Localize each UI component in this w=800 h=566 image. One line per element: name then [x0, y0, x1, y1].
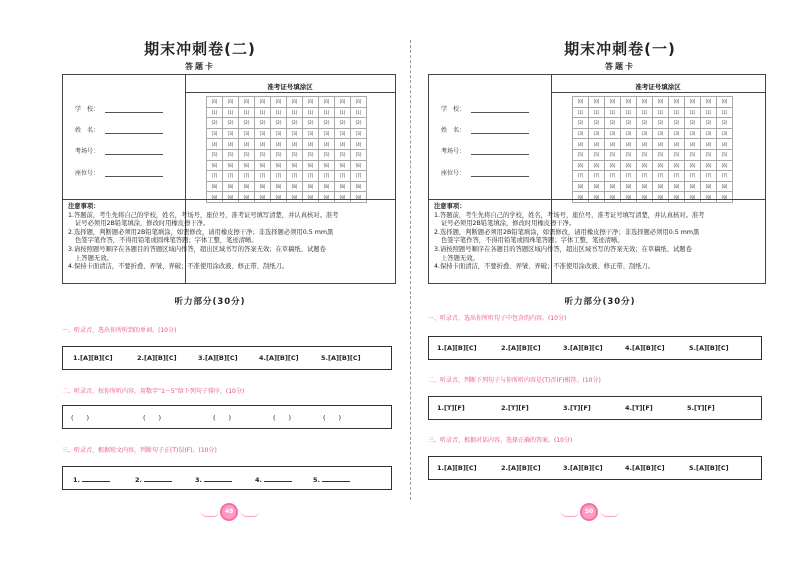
digit-bubble[interactable]: [3] — [207, 128, 223, 139]
page-title: 期末冲刺卷(一) — [564, 40, 676, 58]
digit-bubble[interactable]: [3] — [717, 128, 733, 139]
digit-bubble[interactable]: [5] — [589, 149, 605, 160]
digit-bubble[interactable]: [9] — [685, 192, 701, 203]
question-3-prompt: 三、听录音，根据对话内容，选择正确的答案。(10分) — [428, 437, 573, 444]
digit-bubble[interactable]: [1] — [255, 107, 271, 118]
answer-blank[interactable]: 1. — [73, 474, 110, 484]
digit-bubble[interactable]: [6] — [637, 160, 653, 171]
digit-bubble[interactable]: [2] — [271, 118, 287, 129]
answer-option[interactable]: 2.[A][B][C] — [137, 354, 177, 362]
answer-blank[interactable]: 5. — [313, 474, 350, 484]
digit-bubble[interactable]: [6] — [589, 160, 605, 171]
notes-section — [429, 199, 765, 275]
answer-blank[interactable]: 4. — [255, 474, 292, 484]
digit-bubble[interactable]: [3] — [319, 128, 335, 139]
digit-bubble[interactable]: [7] — [239, 171, 255, 182]
page-title: 期末冲刺卷(二) — [144, 40, 256, 58]
digit-bubble[interactable]: [1] — [669, 107, 685, 118]
note-line: 1.答题前，考生先将自己的学校，姓名，考场号，座位号，准考证号填写清楚，并认真核对。准考 — [434, 211, 705, 219]
digit-bubble[interactable]: [2] — [287, 118, 303, 129]
digit-bubble[interactable]: [6] — [287, 160, 303, 171]
digit-bubble[interactable]: [7] — [207, 171, 223, 182]
digit-bubble[interactable]: [1] — [589, 107, 605, 118]
digit-bubble[interactable]: [6] — [255, 160, 271, 171]
answer-blank[interactable]: ( ) — [213, 414, 232, 422]
digit-bubble[interactable]: [8] — [255, 181, 271, 192]
digit-bubble[interactable]: [7] — [605, 171, 621, 182]
digit-bubble[interactable]: [6] — [271, 160, 287, 171]
digit-bubble[interactable]: [0] — [621, 97, 637, 108]
note-line: 3.请按照题号顺序在各题目的答题区域内作答，超出区域书写的答案无效；在草稿纸、试题卷 — [434, 245, 692, 253]
digit-bubble[interactable]: [0] — [207, 97, 223, 108]
digit-bubble[interactable]: [1] — [223, 107, 239, 118]
digit-bubble[interactable]: [4] — [653, 139, 669, 150]
digit-bubble[interactable]: [1] — [271, 107, 287, 118]
digit-bubble[interactable]: [0] — [669, 97, 685, 108]
question-2-answer-box — [428, 396, 762, 420]
digit-bubble[interactable]: [0] — [335, 97, 351, 108]
answer-sheet-page-right — [400, 0, 800, 566]
answer-option[interactable]: 1.[A][B][C] — [437, 464, 477, 472]
digit-bubble[interactable]: [9] — [207, 192, 223, 203]
digit-bubble[interactable]: [4] — [287, 139, 303, 150]
digit-bubble[interactable]: [8] — [335, 181, 351, 192]
answer-option[interactable]: 1.[T][F] — [437, 404, 465, 412]
note-line: 色签字笔作答，不得用铅笔或圆珠笔答题；字体工整，笔迹清晰。 — [75, 237, 258, 245]
question-3-answer-box — [428, 456, 762, 480]
digit-bubble[interactable]: [8] — [573, 181, 589, 192]
digit-bubble[interactable]: [5] — [255, 149, 271, 160]
answer-option[interactable]: 4.[A][B][C] — [625, 344, 665, 352]
digit-bubble[interactable]: [0] — [637, 97, 653, 108]
question-2-prompt: 二、听录音，判断下列句子与你所听内容是(T)否(F)相符。(10分) — [428, 377, 601, 384]
digit-bubble[interactable]: [5] — [207, 149, 223, 160]
digit-bubble[interactable]: [9] — [351, 192, 367, 203]
digit-bubble[interactable]: [0] — [239, 97, 255, 108]
page-subtitle: 答题卡 — [605, 62, 635, 71]
digit-bubble[interactable]: [8] — [319, 181, 335, 192]
answer-option[interactable]: 3.[A][B][C] — [198, 354, 238, 362]
digit-bubble[interactable]: [4] — [335, 139, 351, 150]
digit-bubble[interactable]: [1] — [621, 107, 637, 118]
digit-bubble[interactable]: [8] — [271, 181, 287, 192]
digit-bubble[interactable]: [3] — [287, 128, 303, 139]
note-line: 4.保持卡面清洁，不要折叠、弄皱、弄破；不准使用涂改液、修正带、刮纸刀。 — [68, 263, 289, 271]
digit-bubble[interactable]: [2] — [573, 118, 589, 129]
page-number: 49 — [224, 508, 234, 515]
question-2-prompt: 二、听录音，按你所听内容，用数字“1～5”给下列句子排序。(10分) — [62, 388, 245, 395]
digit-bubble[interactable]: [1] — [287, 107, 303, 118]
digit-bubble[interactable]: [2] — [621, 118, 637, 129]
digit-bubble[interactable]: [3] — [589, 128, 605, 139]
answer-option[interactable]: 1.[A][B][C] — [437, 344, 477, 352]
digit-bubble[interactable]: [0] — [701, 97, 717, 108]
digit-bubble[interactable]: [5] — [717, 149, 733, 160]
digit-bubble[interactable]: [5] — [287, 149, 303, 160]
digit-bubble[interactable]: [8] — [239, 181, 255, 192]
digit-bubble[interactable]: [0] — [271, 97, 287, 108]
digit-bubble[interactable]: [4] — [319, 139, 335, 150]
digit-bubble[interactable]: [6] — [621, 160, 637, 171]
digit-bubble[interactable]: [6] — [223, 160, 239, 171]
digit-bubble[interactable]: [7] — [685, 171, 701, 182]
digit-bubble[interactable]: [3] — [621, 128, 637, 139]
answer-option[interactable]: 5.[A][B][C] — [321, 354, 361, 362]
digit-bubble[interactable]: [3] — [271, 128, 287, 139]
digit-bubble[interactable]: [5] — [351, 149, 367, 160]
school-field[interactable]: 学 校： — [441, 104, 529, 113]
digit-bubble[interactable]: [7] — [287, 171, 303, 182]
answer-card — [62, 74, 396, 284]
answer-option[interactable]: 4.[A][B][C] — [625, 464, 665, 472]
digit-bubble[interactable]: [1] — [319, 107, 335, 118]
digit-bubble[interactable]: [3] — [303, 128, 319, 139]
digit-bubble[interactable]: [2] — [255, 118, 271, 129]
exam-number-title: 准考证号填涂区 — [635, 83, 681, 91]
digit-bubble[interactable]: [5] — [653, 149, 669, 160]
digit-bubble[interactable]: [2] — [223, 118, 239, 129]
answer-option[interactable]: 4.[T][F] — [625, 404, 653, 412]
digit-bubble[interactable]: [9] — [637, 192, 653, 203]
digit-bubble[interactable]: [6] — [605, 160, 621, 171]
note-line: 上答题无效。 — [441, 254, 479, 262]
digit-bubble[interactable]: [9] — [239, 192, 255, 203]
answer-option[interactable]: 3.[A][B][C] — [563, 344, 603, 352]
digit-bubble[interactable]: [7] — [223, 171, 239, 182]
digit-bubble[interactable]: [8] — [589, 181, 605, 192]
school-field[interactable]: 学 校： — [75, 104, 163, 113]
page-number: 50 — [584, 508, 594, 515]
digit-bubble[interactable]: [0] — [685, 97, 701, 108]
note-line: 2.选择题，判断题必须用2B铅笔填涂，如需修改，请用橡皮擦干净；非选择题必须用0.5 mm黑 — [68, 228, 334, 236]
digit-bubble[interactable]: [5] — [637, 149, 653, 160]
digit-bubble[interactable]: [4] — [589, 139, 605, 150]
digit-bubble[interactable]: [4] — [701, 139, 717, 150]
digit-bubble[interactable]: [0] — [319, 97, 335, 108]
digit-bubble[interactable]: [5] — [573, 149, 589, 160]
digit-bubble[interactable]: [6] — [701, 160, 717, 171]
digit-bubble[interactable]: [9] — [701, 192, 717, 203]
digit-bubble[interactable]: [8] — [701, 181, 717, 192]
digit-bubble[interactable]: [7] — [621, 171, 637, 182]
digit-bubble[interactable]: [1] — [573, 107, 589, 118]
answer-blank[interactable]: 3. — [195, 474, 232, 484]
question-3-answer-box — [62, 466, 392, 490]
digit-bubble[interactable]: [6] — [319, 160, 335, 171]
digit-bubble[interactable]: [4] — [621, 139, 637, 150]
digit-bubble[interactable]: [9] — [303, 192, 319, 203]
digit-bubble[interactable]: [9] — [255, 192, 271, 203]
digit-bubble[interactable]: [7] — [669, 171, 685, 182]
digit-bubble[interactable]: [0] — [605, 97, 621, 108]
digit-bubble[interactable]: [2] — [207, 118, 223, 129]
digit-bubble[interactable]: [8] — [207, 181, 223, 192]
digit-bubble[interactable]: [5] — [319, 149, 335, 160]
question-3-prompt: 三、听录音，根据短文内容，判断句子正(T)误(F)。(10分) — [62, 447, 217, 454]
digit-bubble[interactable]: [4] — [685, 139, 701, 150]
digit-bubble[interactable]: [5] — [605, 149, 621, 160]
answer-blank[interactable]: ( ) — [323, 414, 342, 422]
note-line: 2.选择题，判断题必须用2B铅笔填涂，如需修改，请用橡皮擦干净；非选择题必须用0.5 mm黑 — [434, 228, 700, 236]
exam-number-grid[interactable] — [572, 96, 733, 203]
digit-bubble[interactable]: [9] — [653, 192, 669, 203]
digit-bubble[interactable]: [4] — [669, 139, 685, 150]
digit-bubble[interactable]: [2] — [685, 118, 701, 129]
section-title: 听力部分(30分) — [174, 297, 246, 307]
digit-bubble[interactable]: [4] — [271, 139, 287, 150]
digit-bubble[interactable]: [0] — [255, 97, 271, 108]
seat-number-field[interactable]: 座位号： — [441, 168, 529, 177]
digit-bubble[interactable]: [3] — [669, 128, 685, 139]
exam-number-grid[interactable] — [206, 96, 367, 203]
digit-bubble[interactable]: [9] — [271, 192, 287, 203]
answer-option[interactable]: 3.[A][B][C] — [563, 464, 603, 472]
digit-bubble[interactable]: [2] — [303, 118, 319, 129]
answer-option[interactable]: 5.[A][B][C] — [689, 464, 729, 472]
digit-bubble[interactable]: [3] — [335, 128, 351, 139]
answer-option[interactable]: 5.[A][B][C] — [689, 344, 729, 352]
digit-bubble[interactable]: [1] — [637, 107, 653, 118]
seat-number-field[interactable]: 座位号： — [75, 168, 163, 177]
digit-bubble[interactable]: [0] — [303, 97, 319, 108]
digit-bubble[interactable]: [1] — [605, 107, 621, 118]
digit-bubble[interactable]: [8] — [223, 181, 239, 192]
digit-bubble[interactable]: [8] — [717, 181, 733, 192]
digit-bubble[interactable]: [1] — [207, 107, 223, 118]
digit-bubble[interactable]: [3] — [637, 128, 653, 139]
digit-bubble[interactable]: [1] — [653, 107, 669, 118]
section-title: 听力部分(30分) — [564, 297, 636, 307]
digit-bubble[interactable]: [8] — [669, 181, 685, 192]
digit-bubble[interactable]: [1] — [701, 107, 717, 118]
digit-bubble[interactable]: [9] — [621, 192, 637, 203]
digit-bubble[interactable]: [7] — [589, 171, 605, 182]
digit-bubble[interactable]: [9] — [335, 192, 351, 203]
notes-heading: 注意事项： — [68, 203, 100, 210]
digit-bubble[interactable]: [7] — [335, 171, 351, 182]
digit-bubble[interactable]: [5] — [335, 149, 351, 160]
notes-heading: 注意事项： — [434, 203, 466, 210]
digit-bubble[interactable]: [4] — [223, 139, 239, 150]
digit-bubble[interactable]: [2] — [335, 118, 351, 129]
note-line: 证号必须用2B铅笔填涂，修改时用橡皮擦干净。 — [441, 220, 576, 228]
digit-bubble[interactable]: [3] — [605, 128, 621, 139]
digit-bubble[interactable]: [3] — [653, 128, 669, 139]
digit-bubble[interactable]: [3] — [685, 128, 701, 139]
digit-bubble[interactable]: [1] — [239, 107, 255, 118]
answer-option[interactable]: 3.[T][F] — [563, 404, 591, 412]
digit-bubble[interactable]: [4] — [255, 139, 271, 150]
answer-blank[interactable]: 2. — [135, 474, 172, 484]
answer-card — [428, 74, 766, 284]
note-line: 4.保持卡面清洁，不要折叠、弄皱、弄破；不准使用涂改液、修正带、刮纸刀。 — [434, 263, 655, 271]
answer-option[interactable]: 2.[A][B][C] — [501, 344, 541, 352]
digit-bubble[interactable]: [2] — [669, 118, 685, 129]
digit-bubble[interactable]: [2] — [717, 118, 733, 129]
digit-bubble[interactable]: [2] — [637, 118, 653, 129]
digit-bubble[interactable]: [1] — [351, 107, 367, 118]
digit-bubble[interactable]: [5] — [685, 149, 701, 160]
digit-bubble[interactable]: [3] — [351, 128, 367, 139]
digit-bubble[interactable]: [8] — [637, 181, 653, 192]
name-field[interactable]: 姓 名： — [441, 125, 529, 134]
digit-bubble[interactable]: [9] — [573, 192, 589, 203]
answer-option[interactable]: 1.[A][B][C] — [73, 354, 113, 362]
digit-bubble[interactable]: [8] — [685, 181, 701, 192]
page-number-badge — [200, 500, 260, 528]
note-line: 证号必须用2B铅笔填涂，修改时用橡皮擦干净。 — [75, 220, 210, 228]
digit-bubble[interactable]: [0] — [653, 97, 669, 108]
digit-bubble[interactable]: [3] — [223, 128, 239, 139]
answer-option[interactable]: 5.[T][F] — [687, 404, 715, 412]
digit-bubble[interactable]: [7] — [701, 171, 717, 182]
note-line: 1.答题前，考生先将自己的学校，姓名，考场号，座位号，准考证号填写清楚，并认真核对。准考 — [68, 211, 339, 219]
exam-room-field[interactable]: 考场号： — [75, 146, 163, 155]
digit-bubble[interactable]: [0] — [351, 97, 367, 108]
digit-bubble[interactable]: [7] — [255, 171, 271, 182]
question-1-answer-box — [62, 346, 392, 370]
digit-bubble[interactable]: [1] — [685, 107, 701, 118]
digit-bubble[interactable]: [4] — [573, 139, 589, 150]
digit-bubble[interactable]: [7] — [637, 171, 653, 182]
digit-bubble[interactable]: [8] — [653, 181, 669, 192]
page-subtitle: 答题卡 — [185, 62, 215, 71]
digit-bubble[interactable]: [7] — [573, 171, 589, 182]
page-number-badge — [560, 500, 620, 528]
digit-bubble[interactable]: [1] — [335, 107, 351, 118]
digit-bubble[interactable]: [9] — [319, 192, 335, 203]
digit-bubble[interactable]: [5] — [223, 149, 239, 160]
answer-option[interactable]: 4.[A][B][C] — [259, 354, 299, 362]
digit-bubble[interactable]: [0] — [717, 97, 733, 108]
digit-bubble[interactable]: [0] — [287, 97, 303, 108]
digit-bubble[interactable]: [8] — [351, 181, 367, 192]
digit-bubble[interactable]: [0] — [573, 97, 589, 108]
exam-room-field[interactable]: 考场号： — [441, 146, 529, 155]
question-2-answer-box — [62, 405, 392, 429]
digit-bubble[interactable]: [2] — [589, 118, 605, 129]
digit-bubble[interactable]: [6] — [717, 160, 733, 171]
digit-bubble[interactable]: [2] — [605, 118, 621, 129]
digit-bubble[interactable]: [1] — [717, 107, 733, 118]
digit-bubble[interactable]: [7] — [319, 171, 335, 182]
digit-bubble[interactable]: [4] — [637, 139, 653, 150]
digit-bubble[interactable]: [9] — [287, 192, 303, 203]
answer-blank[interactable]: ( ) — [273, 414, 292, 422]
digit-bubble[interactable]: [9] — [223, 192, 239, 203]
answer-option[interactable]: 2.[A][B][C] — [501, 464, 541, 472]
digit-bubble[interactable]: [5] — [239, 149, 255, 160]
answer-blank[interactable]: ( ) — [71, 414, 90, 422]
digit-bubble[interactable]: [4] — [717, 139, 733, 150]
digit-bubble[interactable]: [5] — [701, 149, 717, 160]
note-line: 色签字笔作答，不得用铅笔或圆珠笔答题；字体工整，笔迹清晰。 — [441, 237, 624, 245]
digit-bubble[interactable]: [7] — [717, 171, 733, 182]
digit-bubble[interactable]: [9] — [589, 192, 605, 203]
digit-bubble[interactable]: [3] — [255, 128, 271, 139]
digit-bubble[interactable]: [0] — [223, 97, 239, 108]
digit-bubble[interactable]: [7] — [271, 171, 287, 182]
digit-bubble[interactable]: [6] — [351, 160, 367, 171]
digit-bubble[interactable]: [6] — [303, 160, 319, 171]
digit-bubble[interactable]: [0] — [589, 97, 605, 108]
note-line: 上答题无效。 — [75, 254, 113, 262]
question-1-prompt: 一、听录音，选出你所听到的单词。(10分) — [62, 327, 177, 334]
question-1-prompt: 一、听录音，选出你所听句子中包含的内容。(10分) — [428, 315, 567, 322]
digit-bubble[interactable]: [6] — [239, 160, 255, 171]
digit-bubble[interactable]: [2] — [239, 118, 255, 129]
digit-bubble[interactable]: [9] — [669, 192, 685, 203]
digit-bubble[interactable]: [4] — [207, 139, 223, 150]
digit-bubble[interactable]: [2] — [701, 118, 717, 129]
digit-bubble[interactable]: [9] — [605, 192, 621, 203]
exam-number-title: 准考证号填涂区 — [267, 83, 313, 91]
digit-bubble[interactable]: [6] — [685, 160, 701, 171]
digit-bubble[interactable]: [8] — [287, 181, 303, 192]
digit-bubble[interactable]: [5] — [669, 149, 685, 160]
answer-blank[interactable]: ( ) — [143, 414, 162, 422]
digit-bubble[interactable]: [6] — [573, 160, 589, 171]
flower-icon — [220, 503, 238, 521]
digit-bubble[interactable]: [7] — [303, 171, 319, 182]
digit-bubble[interactable]: [5] — [303, 149, 319, 160]
digit-bubble[interactable]: [6] — [335, 160, 351, 171]
digit-bubble[interactable]: [2] — [351, 118, 367, 129]
digit-bubble[interactable]: [5] — [621, 149, 637, 160]
digit-bubble[interactable]: [3] — [239, 128, 255, 139]
digit-bubble[interactable]: [4] — [303, 139, 319, 150]
digit-bubble[interactable]: [6] — [207, 160, 223, 171]
notes-section — [63, 199, 395, 275]
digit-bubble[interactable]: [5] — [271, 149, 287, 160]
digit-bubble[interactable]: [6] — [669, 160, 685, 171]
flower-icon — [580, 503, 598, 521]
digit-bubble[interactable]: [6] — [653, 160, 669, 171]
digit-bubble[interactable]: [9] — [717, 192, 733, 203]
digit-bubble[interactable]: [2] — [319, 118, 335, 129]
digit-bubble[interactable]: [4] — [351, 139, 367, 150]
question-1-answer-box — [428, 336, 762, 360]
name-field[interactable]: 姓 名： — [75, 125, 163, 134]
digit-bubble[interactable]: [8] — [621, 181, 637, 192]
digit-bubble[interactable]: [7] — [351, 171, 367, 182]
digit-bubble[interactable]: [4] — [605, 139, 621, 150]
digit-bubble[interactable]: [1] — [303, 107, 319, 118]
digit-bubble[interactable]: [3] — [701, 128, 717, 139]
answer-option[interactable]: 2.[T][F] — [501, 404, 529, 412]
digit-bubble[interactable]: [8] — [605, 181, 621, 192]
note-line: 3.请按照题号顺序在各题目的答题区域内作答，超出区域书写的答案无效；在草稿纸、试题卷 — [68, 245, 326, 253]
digit-bubble[interactable]: [3] — [573, 128, 589, 139]
digit-bubble[interactable]: [2] — [653, 118, 669, 129]
digit-bubble[interactable]: [8] — [303, 181, 319, 192]
digit-bubble[interactable]: [7] — [653, 171, 669, 182]
digit-bubble[interactable]: [4] — [239, 139, 255, 150]
